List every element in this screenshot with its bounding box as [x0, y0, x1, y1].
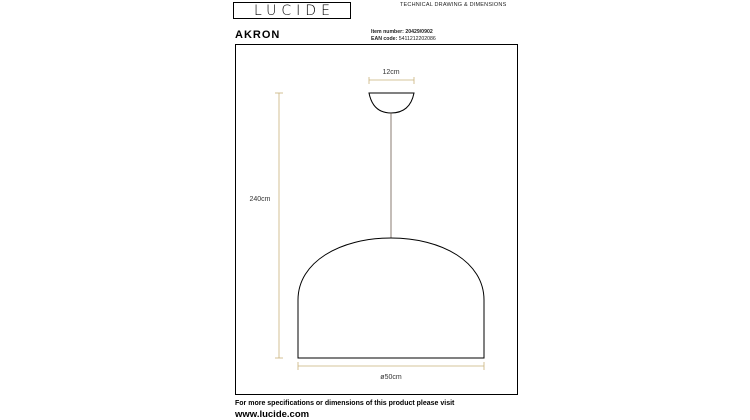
diameter-label: ø50cm — [380, 374, 402, 381]
item-number-value: 20429/0902 — [405, 29, 433, 35]
lamp-shade — [298, 238, 484, 358]
product-title: AKRON — [235, 29, 281, 41]
footer-url-link[interactable]: www.lucide.com — [235, 409, 310, 420]
canopy-shape — [369, 93, 414, 113]
brand-logo-text: LUCIDE — [254, 2, 335, 19]
item-number-label: Item number: — [371, 29, 404, 35]
ean-value: 5411212202086 — [398, 36, 436, 42]
document-type: TECHNICAL DRAWING & DIMENSIONS — [400, 2, 507, 8]
canopy-width-label: 12cm — [382, 69, 400, 76]
ean-label: EAN code: — [371, 36, 398, 42]
footer-note: For more specifications or dimensions of this product please visit — [235, 400, 455, 407]
height-label: 240cm — [249, 196, 271, 203]
